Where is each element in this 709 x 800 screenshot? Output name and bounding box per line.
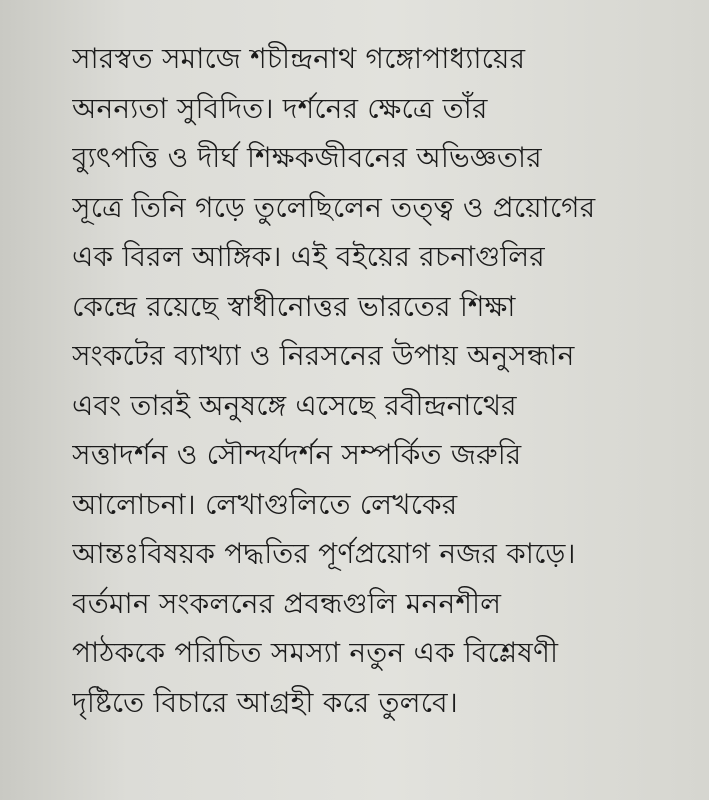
blurb-line: ব্যুৎপত্তি ও দীর্ঘ শিক্ষকজীবনের অভিজ্ঞতার bbox=[72, 141, 542, 174]
blurb-line: সত্তাদর্শন ও সৌন্দর্যদর্শন সম্পর্কিত জরুরি bbox=[72, 438, 522, 471]
blurb-line: এক বিরল আঙ্গিক। এই বইয়ের রচনাগুলির bbox=[72, 240, 545, 273]
blurb-line: পাঠককে পরিচিত সমস্যা নতুন এক বিশ্লেষণী bbox=[72, 636, 559, 669]
blurb-line: আন্তঃবিষয়ক পদ্ধতির পূর্ণপ্রয়োগ নজর কাড়ে। bbox=[72, 537, 576, 570]
blurb-line: বর্তমান সংকলনের প্রবন্ধগুলি মননশীল bbox=[72, 586, 502, 620]
blurb-line: সংকটের ব্যাখ্যা ও নিরসনের উপায় অনুসন্ধান bbox=[72, 339, 575, 372]
blurb-line: আলোচনা। লেখাগুলিতে লেখকের bbox=[72, 487, 458, 521]
blurb-line: দৃষ্টিতে বিচারে আগ্রহী করে তুলবে। bbox=[72, 685, 458, 719]
blurb-line: সূত্রে তিনি গড়ে তুলেছিলেন তত্ত্ব ও প্রয়োগের bbox=[72, 190, 596, 224]
blurb-line: অনন্যতা সুবিদিত। দর্শনের ক্ষেত্রে তাঁর bbox=[72, 91, 488, 125]
blurb-line: কেন্দ্রে রয়েছে স্বাধীনোত্তর ভারতের শিক্ষা bbox=[72, 289, 516, 323]
blurb-line: সারস্বত সমাজে শচীন্দ্রনাথ গঙ্গোপাধ্যায়ের bbox=[72, 42, 526, 75]
blurb-line: এবং তারই অনুষঙ্গে এসেছে রবীন্দ্রনাথের bbox=[72, 388, 517, 422]
blurb-paragraph bbox=[72, 34, 672, 727]
